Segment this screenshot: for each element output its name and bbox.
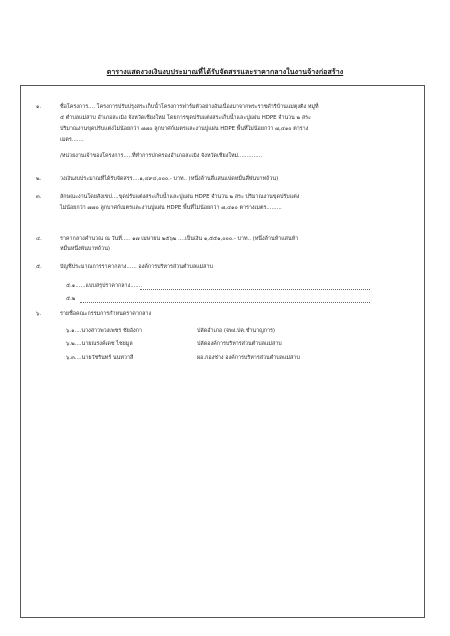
content-frame <box>20 85 425 618</box>
section-1-number: ๑. <box>36 104 42 110</box>
committee-member-1-name: ๖.๑....นางสาวพวงเพชร ชัยอังกา <box>66 328 142 334</box>
summary-form-item: ๕.๑......แบบสรุปราคากลาง....... <box>66 283 143 289</box>
committee-member-2-name: ๖.๒....นายณรงค์เดช ไชยมูล <box>66 341 133 347</box>
item-5-2: ๕.๒ <box>66 296 76 302</box>
section-5-number: ๕. <box>36 264 42 270</box>
section-3-number: ๓. <box>36 194 42 200</box>
section-4-number: ๔. <box>36 236 42 242</box>
section-2-number: ๒. <box>36 176 42 182</box>
section-6-number: ๖. <box>36 311 42 317</box>
committee-heading: รายชื่อคณะกรรมการกำหนดราคากลาง <box>60 311 152 317</box>
project-owner: /หน่วยงานเจ้าของโครงการ.....ที่ทำการปกครองอำเภอสะเมิง จังหวัดเชียงใหม่.............. <box>60 153 263 159</box>
price-estimate-account: บัญชีประมาณการราคากลาง...... องค์การบริหารส่วนตำบลแม่สาบ <box>60 264 213 270</box>
fill-in-line <box>140 289 370 290</box>
committee-member-3-name: ๖.๓....นายวัชรินทร์ นนทวาสี <box>66 355 134 361</box>
project-name-line-2: ๕ ตำบลแม่สาบ อำเภอสะเมิง จังหวัดเชียงใหม่ โดยการขุดปรับแต่งสระเก็บน้ำและปูแผ่น HDPE จำนวน ๒ สระ <box>60 115 311 121</box>
allocated-budget: วงเงินงบประมาณที่ได้รับจัดสรร....๑,๔๙๔,๐๐๐.- บาท.. (หนึ่งล้านสี่แสนแปดหมื่นสี่พันบาทถ้วน) <box>60 176 279 182</box>
committee-member-1-role: ปลัดอำเภอ (จพง.ปค.ชำนาญการ) <box>197 328 276 334</box>
document-title: ตารางแสดงวงเงินงบประมาณที่ได้รับจัดสรรและราคากลางในงานจ้างก่อสร้าง <box>106 68 344 76</box>
project-name-line-1: ชื่อโครงการ.... โครงการปรับปรุงสระเก็บน้ำโครงการฟาร์มตัวอย่างอันเนื่องมาจากพระราชดำริบ้านแม่ตุงติง หมู่ที่ <box>60 104 319 110</box>
project-name-line-4: เมตร....... <box>60 137 84 143</box>
median-price-line-1: ราคากลางคำนวณ ณ วันที่..... ๑๗ เมษายน ๒๕๖๒ ....เป็นเงิน ๑,๕๕๑,๐๐๐.- บาท.. (หนึ่งล้านห้าแสนห้า <box>60 236 299 242</box>
work-description-line-1: ลักษณะงานโดยสังเขป....ขุดปรับแต่งสระเก็บน้ำและปูแผ่น HDPE จำนวน ๒ สระ ปริมาณงานขุดปรับแต่ง <box>60 194 300 200</box>
fill-in-line <box>80 302 370 303</box>
committee-member-2-role: ปลัดองค์การบริหารส่วนตำบลแม่สาบ <box>197 341 282 347</box>
median-price-line-2: หมื่นหนึ่งพันบาทถ้วน) <box>60 246 110 252</box>
work-description-line-2: ไม่น้อยกว่า ๗๗๐ ลูกบาศก์เมตรและงานปูแผ่น HDPE พื้นที่ไม่น้อยกว่า ๗,๔๑๐ ตารางเมตร......... <box>60 205 282 211</box>
project-name-line-3: ปริมาณงานขุดปรับแต่งไม่น้อยกว่า ๗๗๐ ลูกบาศก์เมตรและงานปูแผ่น HDPE พื้นที่ไม่น้อยกว่า ๗,๔๑๐ ตาราง <box>60 126 309 132</box>
committee-member-3-role: ผอ.กองช่าง องค์การบริหารส่วนตำบลแม่สาบ <box>197 355 300 361</box>
